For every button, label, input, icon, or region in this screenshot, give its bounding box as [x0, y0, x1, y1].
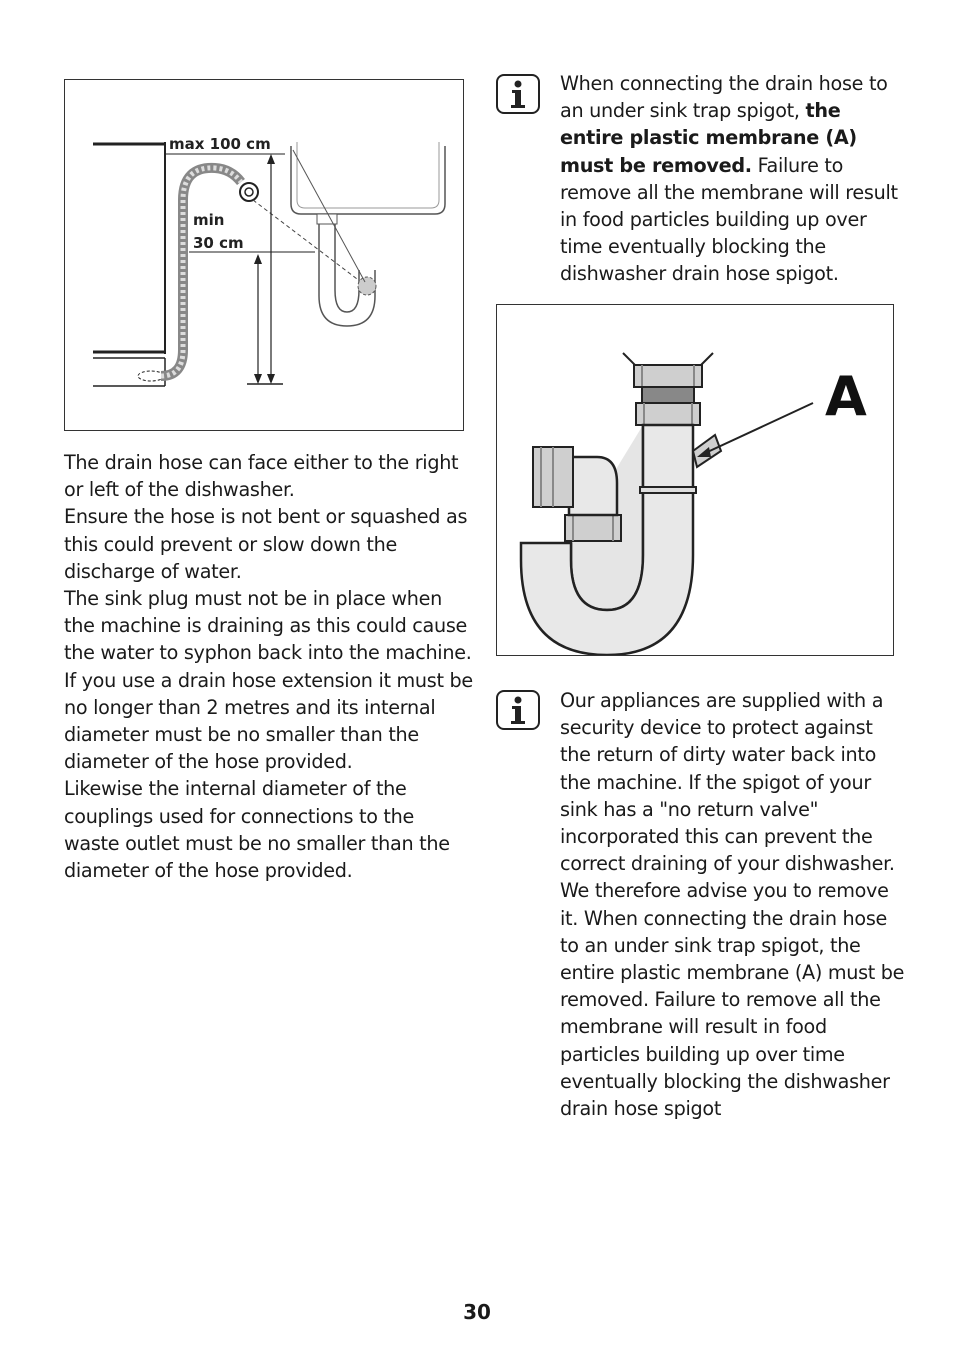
min-height-label-line2: 30 cm	[193, 234, 244, 252]
drain-height-figure	[64, 79, 464, 431]
min-height-label-line1: min	[193, 211, 225, 229]
info-icon	[496, 74, 540, 114]
membrane-note-intro: When connecting the drain hose to an under sink trap spigot,	[560, 72, 888, 123]
drain-hose	[161, 168, 241, 376]
membrane-note-warning: the entire plastic membrane (A) must be removed.	[560, 99, 857, 177]
sink-outlet	[317, 214, 337, 224]
max-height-label: max 100 cm	[169, 135, 271, 153]
hose-clamp	[240, 183, 258, 201]
second-nut	[636, 403, 700, 425]
paragraph-hose-extension: If you use a drain hose extension it must be no longer than 2 metres and its internal diameter must be no smaller than the diameter of the hose provided.	[64, 668, 473, 774]
paragraph-couplings: Likewise the internal diameter of the couplings used for connections to the waste outlet must be no smaller than the diameter of the hose provided.	[64, 777, 450, 883]
paragraph-sink-plug: The sink plug must not be in place when the machine is draining as this could cause the water to syphon back into the machine.	[64, 587, 472, 665]
sink-basin	[291, 146, 445, 214]
washer	[642, 387, 694, 403]
paragraph-hose-direction: The drain hose can face either to the right or left of the dishwasher.	[64, 451, 459, 502]
sink-trap	[319, 224, 375, 326]
trap-cap	[358, 277, 376, 295]
membrane-note-consequence: Failure to remove all the membrane will result in food particles building up over time eventually blocking the dishwasher drain hose spigot.	[560, 153, 898, 286]
page-number: 30	[463, 1300, 491, 1324]
drain-height-diagram	[65, 80, 463, 430]
trap-membrane-figure	[496, 304, 894, 656]
paragraph-hose-bent: Ensure the hose is not bent or squashed as this could prevent or slow down the discharge of water.	[64, 505, 468, 583]
info-icon	[496, 690, 540, 730]
trap-diagram	[497, 305, 893, 655]
guide-dashed-line	[253, 200, 365, 285]
membrane-label-a: A	[825, 365, 867, 428]
top-nut	[634, 365, 702, 387]
side-elbow	[567, 457, 617, 515]
pipe-band	[640, 487, 696, 493]
membrane-pointer	[701, 403, 813, 455]
drain-instructions	[64, 449, 474, 884]
security-device-note: Our appliances are supplied with a security device to protect against the return of dirty water back into the machine. If the spigot of your sink has a "no return valve" incorporated this can prevent the correct draining of your dishwasher. We therefore advise you to remove it. When connecting the drain hose to an under sink trap spigot, the entire plastic membrane (A) must be removed. Failure to remove all the membrane will result in food particles building up over time eventually blocking the dishwasher drain hose spigot	[560, 689, 905, 1121]
membrane-note	[560, 70, 905, 288]
outlet-dashed	[138, 371, 164, 381]
